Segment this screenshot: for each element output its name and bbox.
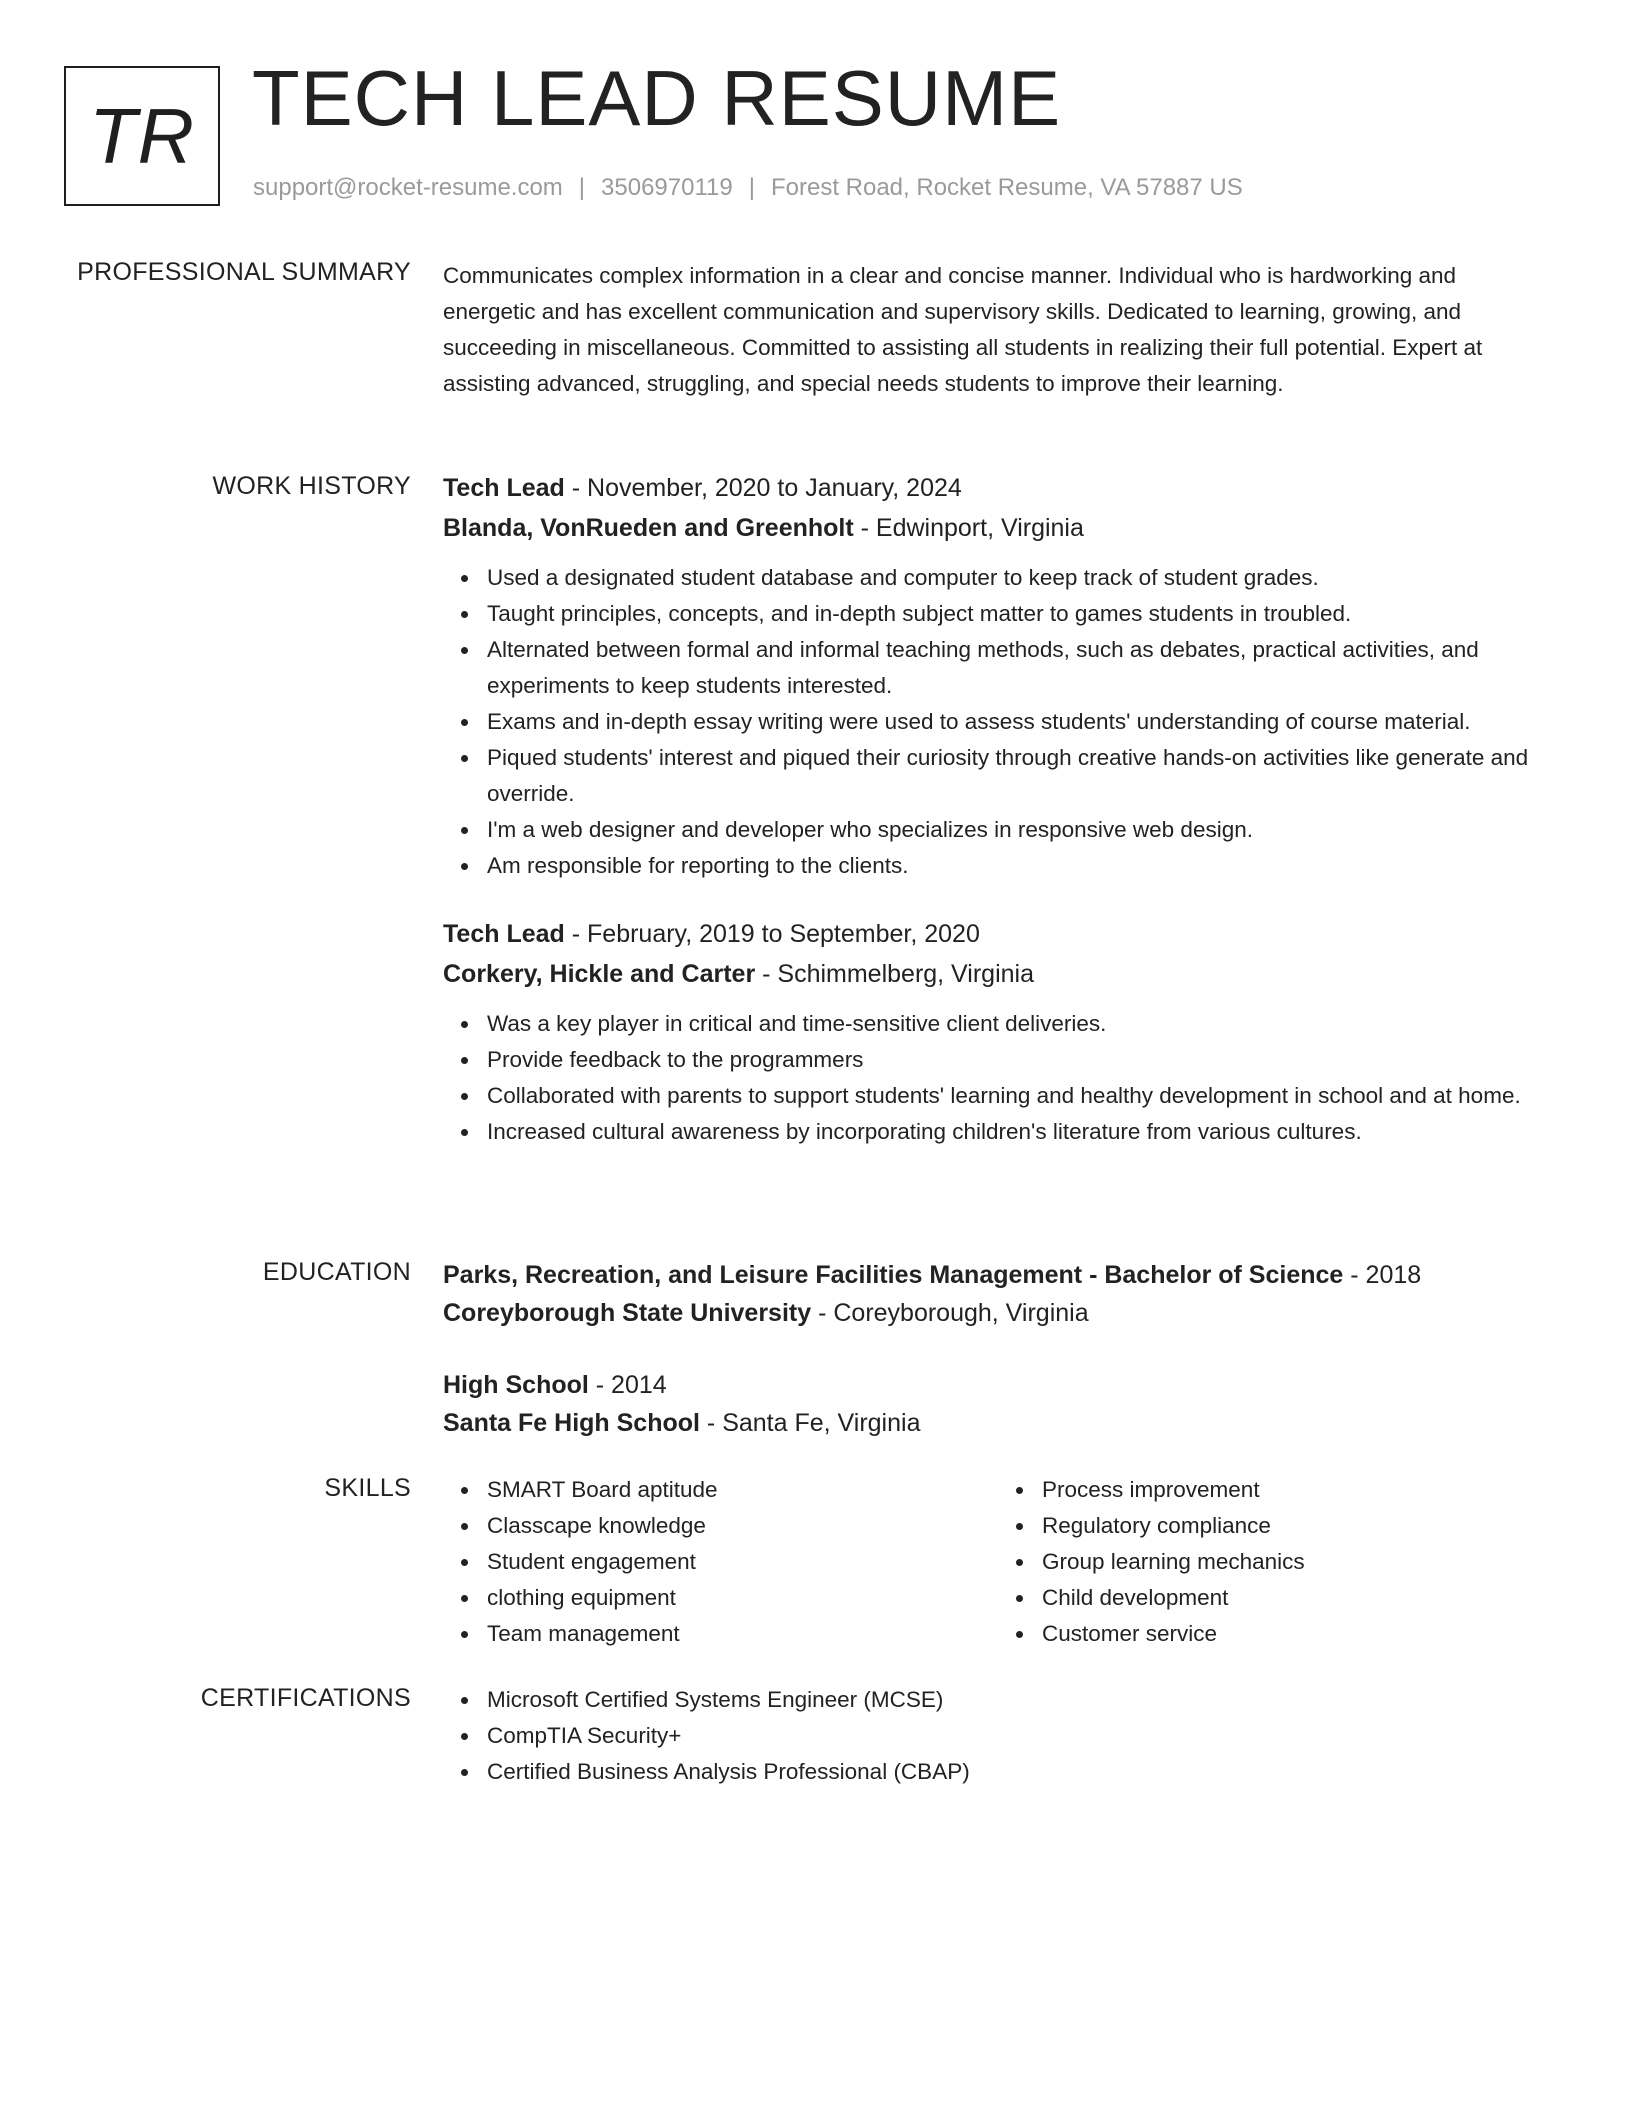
job-company-line [443,508,1553,548]
education-year: - 2014 [588,1371,667,1399]
contact-line [253,174,1243,202]
job-bullet: Am responsible for reporting to the clients. [487,848,1553,884]
contact-separator: | [748,174,755,201]
job-title-line [443,914,1553,954]
certification-item: Microsoft Certified Systems Engineer (MCSE) [487,1682,1553,1718]
education-school-line [443,1294,1553,1332]
skill-item: clothing equipment [487,1580,998,1616]
job-title-line [443,468,1553,508]
contact-separator: | [578,174,586,201]
job-entry [443,468,1553,884]
job-bullet: Taught principles, concepts, and in-depth subject matter to games students in troubled. [487,596,1553,632]
certification-item: CompTIA Security+ [487,1718,1553,1754]
education-school: Santa Fe High School [443,1409,700,1437]
section-label-skills: SKILLS [324,1474,411,1502]
job-title: Tech Lead [443,474,565,502]
skill-item: Process improvement [1042,1472,1553,1508]
section-label-summary: PROFESSIONAL SUMMARY [77,258,411,286]
job-bullet: Was a key player in critical and time-sensitive client deliveries. [487,1006,1553,1042]
skill-item: Team management [487,1616,998,1652]
education-degree-line [443,1256,1553,1294]
contact-address: Forest Road, Rocket Resume, VA 57887 US [770,174,1243,201]
job-company: Blanda, VonRueden and Greenholt [443,514,854,542]
summary-body [443,258,1553,402]
skill-item: SMART Board aptitude [487,1472,998,1508]
certifications-list [443,1682,1553,1790]
job-dates: - February, 2019 to September, 2020 [564,920,980,948]
education-degree-line [443,1366,1553,1404]
section-label-certifications: CERTIFICATIONS [200,1684,411,1712]
contact-email: support@rocket-resume.com [253,174,563,201]
skill-item: Student engagement [487,1544,998,1580]
job-dates: - November, 2020 to January, 2024 [564,474,962,502]
education-school-line [443,1404,1553,1442]
skill-item: Customer service [1042,1616,1553,1652]
contact-phone: 3506970119 [601,174,733,201]
job-entry [443,914,1553,1150]
skills-body [443,1472,1553,1652]
job-bullet: Collaborated with parents to support students' learning and healthy development in school and at home. [487,1078,1553,1114]
job-bullet: I'm a web designer and developer who specializes in responsive web design. [487,812,1553,848]
job-bullet: Provide feedback to the programmers [487,1042,1553,1078]
job-title: Tech Lead [443,920,565,948]
skills-list-left [443,1472,998,1652]
skill-item: Regulatory compliance [1042,1508,1553,1544]
education-body [443,1256,1553,1442]
education-entry [443,1256,1553,1332]
education-location: - Coreyborough, Virginia [811,1299,1089,1327]
education-degree: High School [443,1371,589,1399]
job-bullet: Alternated between formal and informal teaching methods, such as debates, practical activities, and experiments to keep students interested. [487,632,1553,704]
job-bullets [443,560,1553,884]
job-location: - Edwinport, Virginia [853,514,1084,542]
skill-item: Child development [1042,1580,1553,1616]
education-entry [443,1366,1553,1442]
education-year: - 2018 [1343,1261,1422,1289]
education-location: - Santa Fe, Virginia [699,1409,921,1437]
job-bullet: Used a designated student database and computer to keep track of student grades. [487,560,1553,596]
skill-item: Group learning mechanics [1042,1544,1553,1580]
section-label-work: WORK HISTORY [212,472,411,500]
job-bullet: Exams and in-depth essay writing were used to assess students' understanding of course material. [487,704,1553,740]
section-label-education: EDUCATION [262,1258,411,1286]
certification-item: Certified Business Analysis Professional (CBAP) [487,1754,1553,1790]
job-bullet: Piqued students' interest and piqued their curiosity through creative hands-on activities like generate and override. [487,740,1553,812]
monogram-logo: TR [64,66,220,206]
education-school: Coreyborough State University [443,1299,812,1327]
summary-text: Communicates complex information in a clear and concise manner. Individual who is hardworking and energetic and has excellent communication and supervisory skills. Dedicated to learning, growing, and succeeding in miscellaneous. Committed to assisting all students in realizing their full potential. Expert at assisting advanced, struggling, and special needs students to improve their learning. [443,263,1483,396]
job-bullet: Increased cultural awareness by incorporating children's literature from various cultures. [487,1114,1553,1150]
job-bullets [443,1006,1553,1150]
job-location: - Schimmelberg, Virginia [755,960,1034,988]
page-title: TECH LEAD RESUME [252,54,1062,142]
skills-list-right [998,1472,1553,1652]
certifications-body [443,1682,1553,1790]
work-history-body [443,468,1553,1150]
job-company: Corkery, Hickle and Carter [443,960,756,988]
education-degree: Parks, Recreation, and Leisure Facilities Management - Bachelor of Science [443,1261,1344,1289]
job-company-line [443,954,1553,994]
skill-item: Classcape knowledge [487,1508,998,1544]
